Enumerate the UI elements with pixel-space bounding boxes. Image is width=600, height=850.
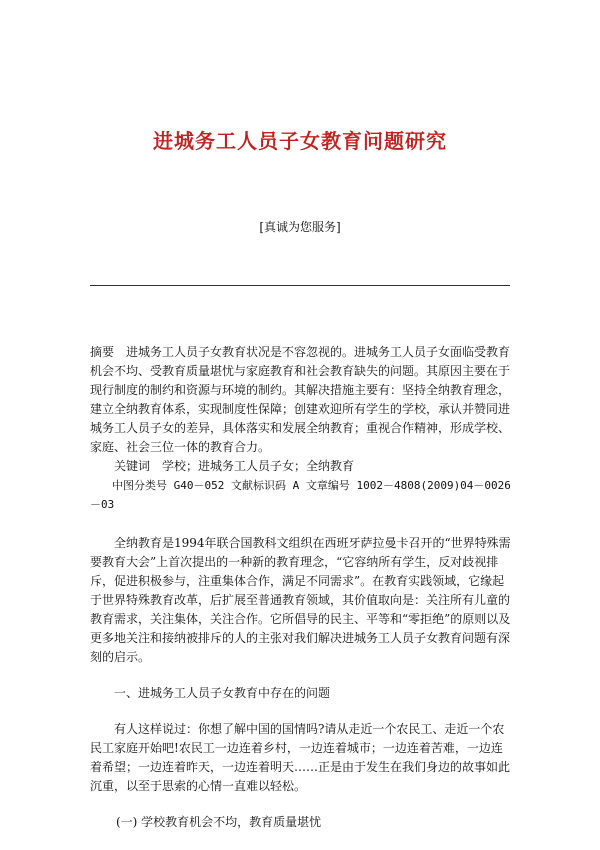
document-title: 进城务工人员子女教育问题研究	[153, 129, 447, 153]
classification-line: 中图分类号 G40－052 文献标识码 A 文章编号 1002－4808(2009)04－0026－03	[90, 479, 511, 511]
service-note: [真诚为您服务]	[259, 220, 341, 234]
keywords-text: 学校；进城务工人员子女；全纳教育	[162, 459, 355, 473]
article-body	[90, 343, 514, 832]
abstract-text: 进城务工人员子女教育状况是不容忽视的。进城务工人员子女面临受教育机会不均、受教育质量堪忧与家庭教育和社会教育缺失的问题。其原因主要在于现行制度的制约和资源与环境的制约。其解决措施主要有：坚持全纳教育理念，建立全纳教育体系，实现制度性保障；创建欢迎所有学生的学校，承认并赞同进城务工人员子女的差异，具体落实和发展全纳教育；重视合作精神，形成学校、家庭、社会三位一体的教育合力。	[90, 345, 511, 454]
intro-paragraph: 全纳教育是1994年联合国教科文组织在西班牙萨拉曼卡召开的“世界特殊需要教育大会”上首次提出的一种新的教育理念，“它容纳所有学生，反对歧视排斥，促进积极参与，注重集体合作，满足不同需求”。在教育实践领域，它缘起于世界特殊教育改革，后扩展至普通教育领域，其价值取向是：关注所有儿童的教育需求，关注集体，关注合作。它所倡导的民主、平等和“零拒绝”的原则以及更多地关注和接纳被排斥的人的主张对我们解决进城务工人员子女教育问题有深刻的启示。	[90, 536, 511, 664]
keywords-label: 关键词	[114, 459, 151, 473]
divider-line	[90, 285, 510, 286]
subsection-heading: (一) 学校教育机会不均，教育质量堪忧	[116, 815, 322, 829]
abstract-label: 摘要	[90, 345, 115, 359]
section-paragraph: 有人这样说过：你想了解中国的国情吗?请从走近一个农民工、走近一个农民工家庭开始吧!农民工一边连着乡村，一边连着城市；一边连着苦难，一边连着希望；一边连着昨天，一边连着明天……正是由于发生在我们身边的故事如此沉重，以至于思索的心情一直难以轻松。	[90, 722, 511, 793]
abstract-paragraph	[90, 343, 514, 457]
keywords-paragraph	[90, 457, 514, 476]
section-heading: 一、进城务工人员子女教育中存在的问题	[114, 686, 331, 700]
